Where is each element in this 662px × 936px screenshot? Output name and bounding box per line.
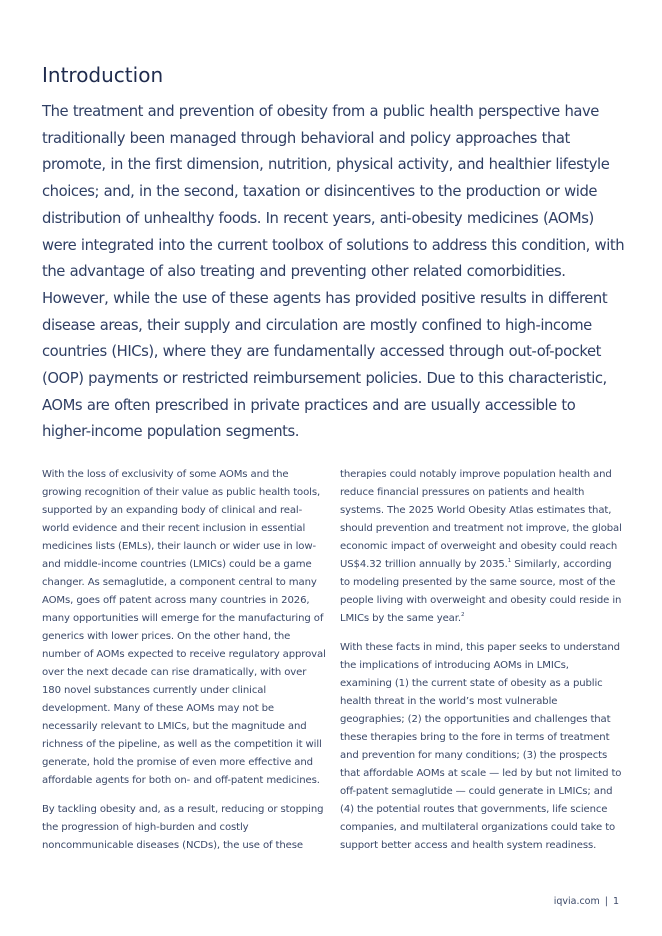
footer-site-link[interactable]: iqvia.com: [553, 896, 600, 907]
right-paragraph-1: [340, 466, 622, 628]
right-paragraph-2: With these facts in mind, this paper seeks to understand the implications of introducing AOMs in LMICs, examining (1) the current state of obesity as a public health threat in the world’s most vulnerable geographies; (2) the opportunities and challenges that these therapies bring to the fore in terms of treatment and prevention for many conditions; (3) the prospects that affordable AOMs at scale — led by but not limited to off-patent semaglutide — could generate in LMICs; and (4) the potential routes that governments, life science companies, and multilateral organizations could take to support better access and health system readiness.: [340, 642, 622, 851]
section-heading: Introduction: [42, 63, 164, 87]
footer-separator: |: [604, 896, 608, 907]
left-paragraph-2: By tackling obesity and, as a result, reducing or stopping the progression of high-burden and costly noncommunicable diseases (NCDs), the use of these: [42, 804, 324, 851]
right-paragraph-1-text-b: Similarly, according to modeling presented by the same source, most of the people living with overweight and obesity could reside in LMICs by the same year.: [340, 559, 622, 624]
page-footer: [554, 895, 619, 909]
left-column: [42, 466, 327, 866]
footnote-ref-2: 2: [460, 612, 465, 618]
right-column: [340, 466, 622, 866]
right-paragraph-1-text-a: therapies could notably improve population health and reduce financial pressures on patients and health systems. The 2025 World Obesity Atlas estimates that, should prevention and treatment not improve, the global economic impact of overweight and obesity could reach US$4.32 trillion annually by 2035.: [340, 469, 622, 570]
lead-paragraph: The treatment and prevention of obesity from a public health perspective have traditionally been managed through behavioral and policy approaches that promote, in the first dimension, nutrition, physical activity, and healthier lifestyle choices; and, in the second, taxation or disincentives to the production or wide distribution of unhealthy foods. In recent years, anti-obesity medicines (AOMs) were integrated into the current toolbox of solutions to address this condition, with the advantage of also treating and preventing other related comorbidities. However, while the use of these agents has provided positive results in different disease areas, their supply and circulation are mostly confined to high-income countries (HICs), where they are fundamentally accessed through out-of-pocket (OOP) payments or restricted reimbursement policies. Due to this characteristic, AOMs are often prescribed in private practices and are usually accessible to higher-income population segments.: [42, 103, 625, 441]
page-number: 1: [612, 896, 619, 907]
footnote-ref-1: 1: [507, 558, 512, 564]
left-paragraph-1: With the loss of exclusivity of some AOMs and the growing recognition of their value as public health tools, supported by an expanding body of clinical and real-world evidence and their recent inclusion in essential medicines lists (EMLs), their launch or wider use in low- and middle-income countries (LMICs) could be a game changer. As semaglutide, a component central to many AOMs, goes off patent across many countries in 2026, many opportunities will emerge for the manufacturing of generics with lower prices. On the other hand, the number of AOMs expected to receive regulatory approval over the next decade can rise dramatically, with over 180 novel substances currently under clinical development. Many of these AOMs may not be necessarily relevant to LMICs, but the magnitude and richness of the pipeline, as well as the competition it will generate, hold the promise of even more effective and affordable agents for both on- and off-patent medicines.: [42, 469, 326, 786]
